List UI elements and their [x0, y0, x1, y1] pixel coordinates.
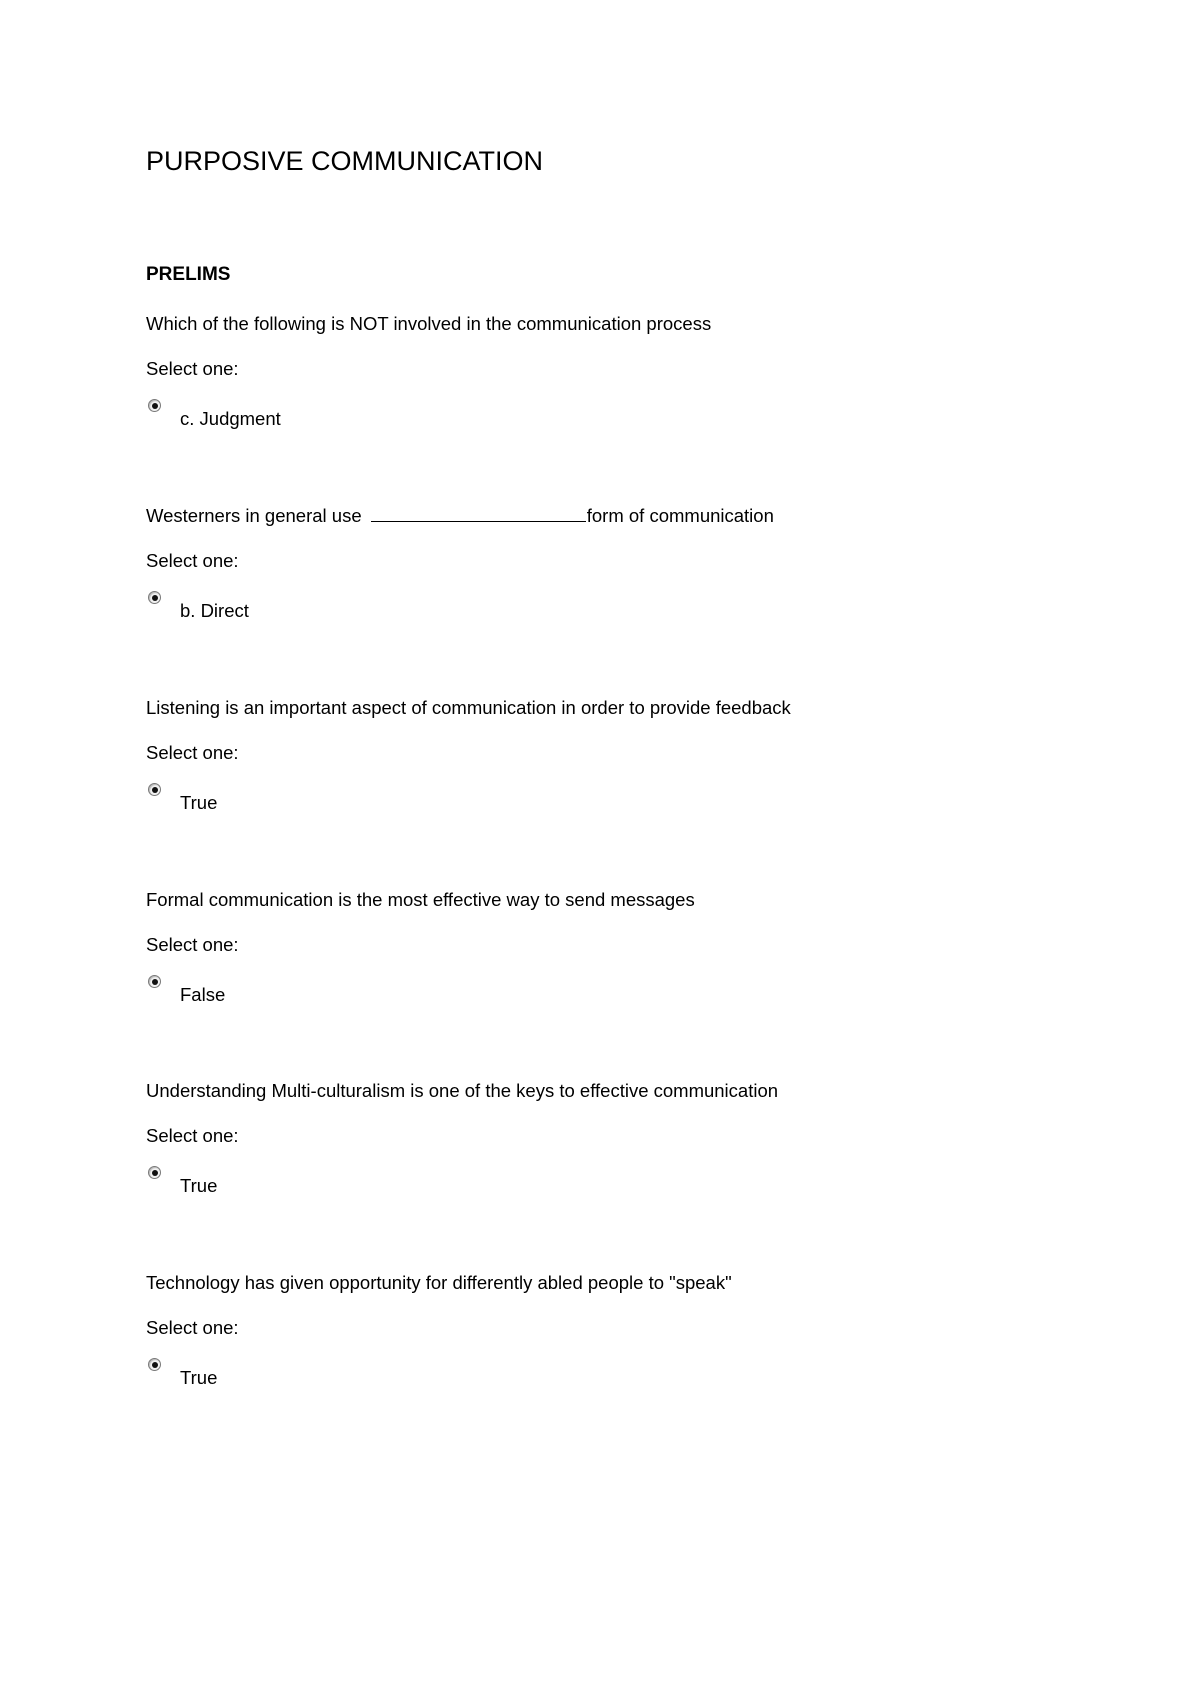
question-3 [146, 696, 1106, 819]
question-text: Which of the following is NOT involved in the communication process [146, 313, 712, 334]
answer-option[interactable] [146, 1166, 1106, 1202]
question-text: Formal communication is the most effective way to send messages [146, 889, 695, 910]
answer-label: True [180, 1367, 218, 1388]
document-title: PURPOSIVE COMMUNICATION [146, 146, 544, 176]
answer-option[interactable] [146, 1358, 1106, 1394]
radio-selected-icon[interactable] [148, 399, 161, 412]
radio-selected-icon[interactable] [148, 591, 161, 604]
answer-option[interactable] [146, 399, 1106, 435]
question-text-after: form of communication [586, 505, 774, 526]
answer-label: True [180, 792, 218, 813]
question-1 [146, 312, 1106, 435]
select-one-label: Select one: [146, 934, 239, 955]
question-2 [146, 504, 1106, 627]
question-6 [146, 1271, 1106, 1394]
section-heading: PRELIMS [146, 264, 231, 285]
select-one-label: Select one: [146, 742, 239, 763]
question-5 [146, 1079, 1106, 1202]
answer-option[interactable] [146, 591, 1106, 627]
select-one-label: Select one: [146, 1125, 239, 1146]
answer-label: False [180, 984, 226, 1005]
select-one-label: Select one: [146, 358, 239, 379]
question-4 [146, 888, 1106, 1011]
question-text [146, 504, 1106, 528]
answer-label: True [180, 1175, 218, 1196]
answer-option[interactable] [146, 975, 1106, 1011]
radio-selected-icon[interactable] [148, 1166, 161, 1179]
answer-option[interactable] [146, 783, 1106, 819]
question-text: Technology has given opportunity for differently abled people to "speak" [146, 1272, 732, 1293]
radio-selected-icon[interactable] [148, 783, 161, 796]
select-one-label: Select one: [146, 1317, 239, 1338]
radio-selected-icon[interactable] [148, 975, 161, 988]
answer-label: c. Judgment [180, 408, 281, 429]
question-text-before: Westerners in general use [146, 505, 367, 526]
question-text: Listening is an important aspect of communication in order to provide feedback [146, 697, 791, 718]
select-one-label: Select one: [146, 550, 239, 571]
document-page [146, 0, 1126, 1698]
fill-in-blank [371, 506, 586, 522]
question-text: Understanding Multi-culturalism is one of the keys to effective communication [146, 1080, 779, 1101]
radio-selected-icon[interactable] [148, 1358, 161, 1371]
answer-label: b. Direct [180, 600, 249, 621]
